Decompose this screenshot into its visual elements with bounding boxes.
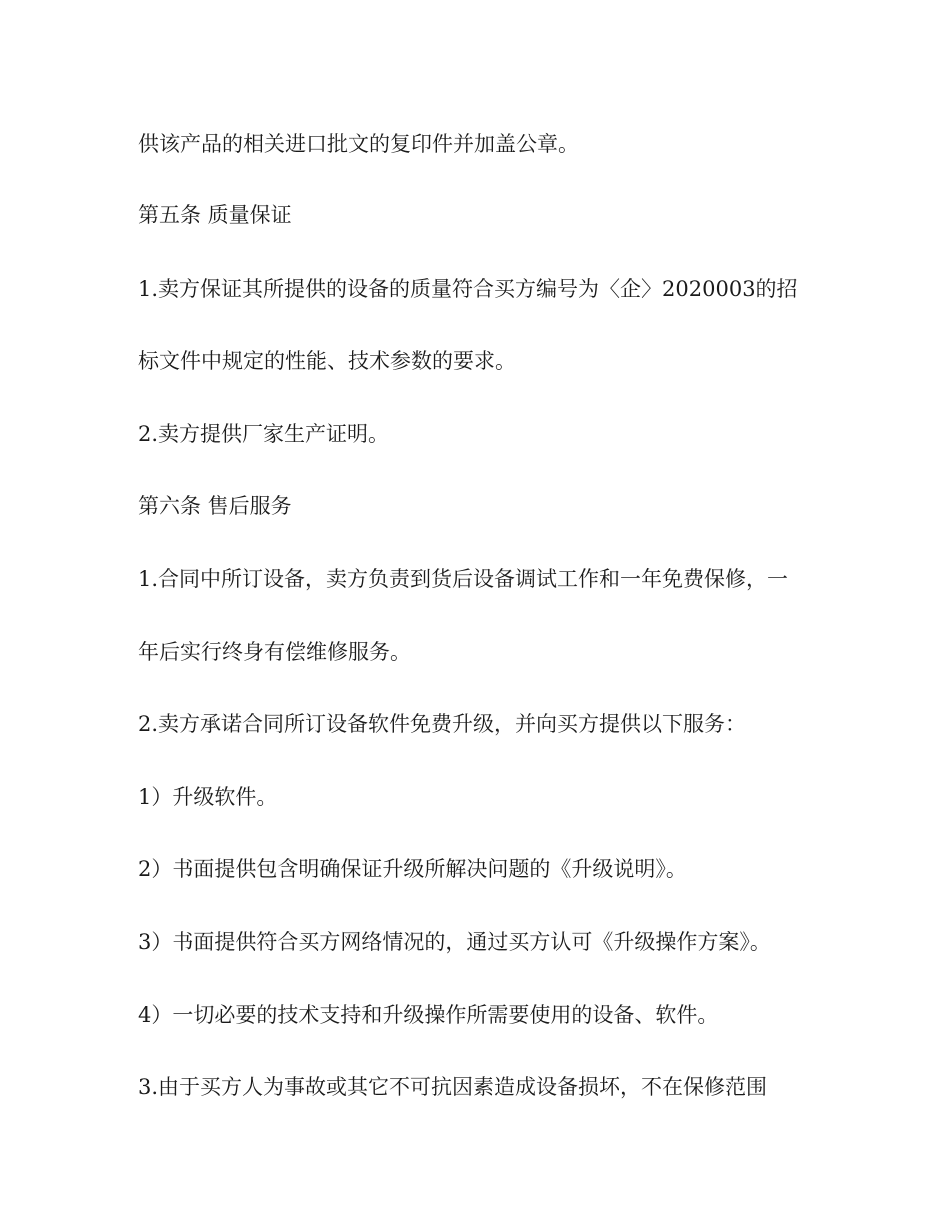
paragraph-line: 1.合同中所订设备，卖方负责到货后设备调试工作和一年免费保修，一 [138, 567, 789, 591]
paragraph-line: 3.由于买方人为事故或其它不可抗因素造成设备损坏，不在保修范围 [138, 1075, 768, 1099]
list-item: 1）升级软件。 [138, 785, 278, 809]
paragraph-line: 标文件中规定的性能、技术参数的要求。 [138, 349, 516, 373]
paragraph-line: 供该产品的相关进口批文的复印件并加盖公章。 [138, 132, 579, 156]
list-item: 3）书面提供符合买方网络情况的，通过买方认可《升级操作方案》。 [138, 930, 771, 954]
paragraph-line: 2.卖方承诺合同所订设备软件免费升级，并向买方提供以下服务： [138, 712, 747, 736]
paragraph-line: 年后实行终身有偿维修服务。 [138, 640, 411, 664]
section-heading-5: 第五条 质量保证 [138, 203, 292, 227]
list-item: 2）书面提供包含明确保证升级所解决问题的《升级说明》。 [138, 857, 687, 881]
list-item: 4）一切必要的技术支持和升级操作所需要使用的设备、软件。 [138, 1003, 719, 1027]
paragraph-line: 2.卖方提供厂家生产证明。 [138, 422, 390, 446]
paragraph-line: 1.卖方保证其所提供的设备的质量符合买方编号为〈企〉2020003的招 [138, 277, 798, 301]
section-heading-6: 第六条 售后服务 [138, 494, 292, 518]
